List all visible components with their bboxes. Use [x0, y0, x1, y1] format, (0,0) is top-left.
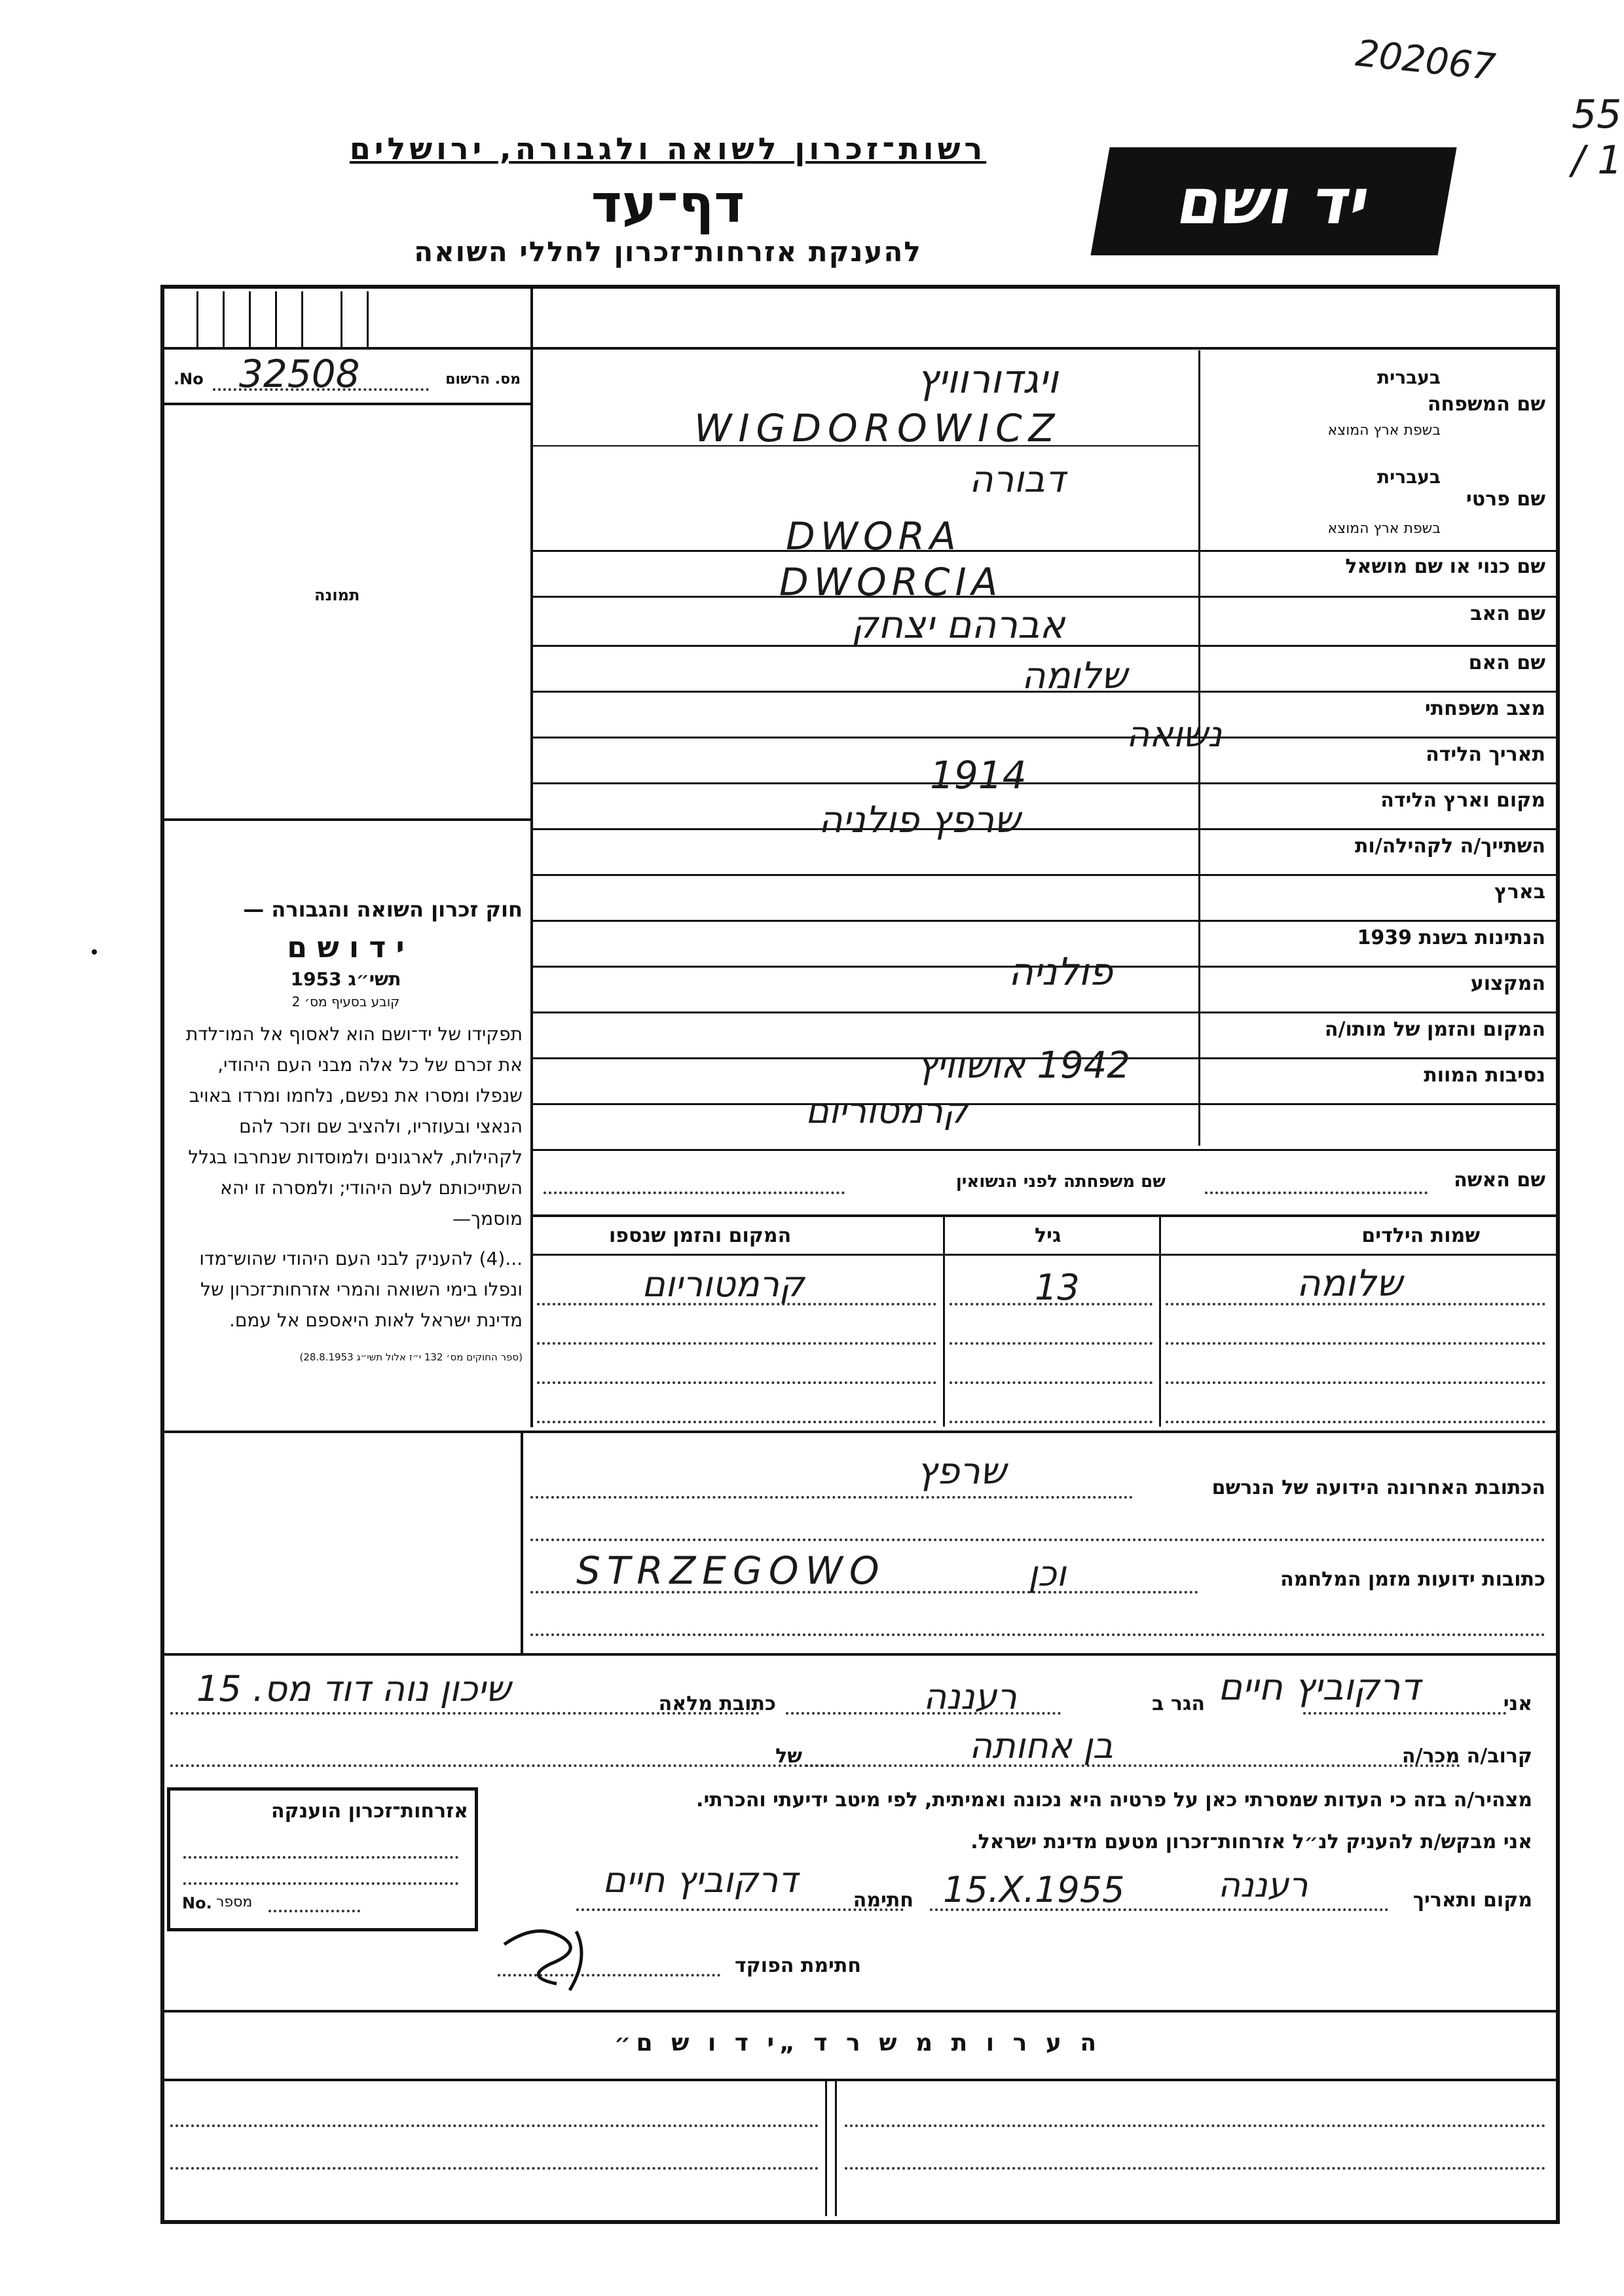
law-name: י ד ו ש ם	[287, 931, 405, 964]
value-relation: בן אחותה	[969, 1725, 1113, 1766]
archive-number: 202067	[1354, 32, 1498, 89]
label-birth-place: מקום וארץ הלידה	[1380, 789, 1545, 812]
value-birth-date: 1914	[930, 753, 1027, 797]
children-col-names: שמות הילדים	[1361, 1224, 1480, 1247]
law-clause4: ...(4) להעניק לבני העם היהודי שהוש־מדו ונפלו בימי השואה והמרי אזרחות־זכרון של מדינת ישראל לאות היאספם אל עמם.	[199, 1248, 523, 1331]
label-nickname: שם כנוי או שם מושאל	[1345, 555, 1545, 578]
law-clause: קובע בסעיף מס׳ 2	[291, 994, 400, 1010]
value-war-address: STRZEGOWO	[576, 1548, 886, 1593]
label-first-origin: בשפת ארץ המוצא	[1327, 520, 1441, 537]
label-last-address: הכתובת האחרונה הידועה של הנרשם	[1211, 1476, 1545, 1499]
child-age: 13	[1035, 1267, 1080, 1308]
value-death: 1942 אושוויץ	[917, 1044, 1130, 1087]
stray-dot	[92, 949, 97, 955]
value-city: רעננה	[923, 1676, 1017, 1717]
form-subtitle: להענקת אזרחות־זכרון לחללי השואה	[414, 236, 922, 268]
value-signature: דרקוביץ חיים	[602, 1859, 798, 1901]
value-last-address: שרפץ	[917, 1450, 1006, 1493]
citizenship-box-title: אזרחות־זכרון הוענקה	[270, 1800, 468, 1823]
label-community: השתייך/ה לקהילה/ות	[1354, 835, 1545, 858]
label-signature: חתימה	[853, 1889, 913, 1912]
law-heading: חוק זכרון השואה והגבורה —	[243, 897, 523, 922]
citizenship-box-no: No.	[182, 1894, 212, 1912]
value-first-hebrew: דבורה	[969, 458, 1065, 501]
children-col-place: המקום והזמן שנספו	[609, 1224, 792, 1247]
citizenship-granted-box	[167, 1787, 478, 1931]
office-notes-title: ה ע ר ו ת מ ש ר ד „י ד ו ש ם״	[614, 2030, 1102, 2056]
label-of: של	[775, 1745, 802, 1768]
label-relative: קרוב/ה מכר/ה	[1401, 1745, 1532, 1768]
declaration-request: אני מבקש/ת להעניק לנ״ל אזרחות־זכרון מטעם מדינת ישראל.	[970, 1831, 1532, 1853]
label-marital: מצב משפחתי	[1424, 697, 1545, 720]
label-first-hebrew: בעברית	[1376, 466, 1441, 488]
label-death-circ: נסיבות המוות	[1424, 1064, 1545, 1087]
value-death-circ: קרמטוריום	[805, 1090, 969, 1131]
officer-signature-mark	[498, 1918, 616, 1997]
law-body: תפקידו של יד־ושם הוא לאסוף אל המו־לדת את זכרם של כל אלה מבני העם היהודי, שנפלו ומסרו את נפשם, נלחמו ומרדו באויב הנאצי ובעוזריו, ולהציב שם וזכר להם לקהילות, לארגונים ולמוסדות שנחרבו בגלל השתייכותם לעם היהודי; ולמסרה זו יהא מוסמך—	[185, 1023, 523, 1230]
law-year: תשי״ג 1953	[290, 968, 401, 990]
law-citation: (ספר החוקים מס׳ 132 י״ז אלול תשי״ג 28.8.1953)	[299, 1351, 523, 1363]
authority-title: רשות־זכרון לשואה ולגבורה, ירושלים	[349, 131, 987, 166]
value-war-extra: וכן	[1028, 1553, 1066, 1594]
citizenship-box-number-label: מספר	[216, 1894, 253, 1910]
label-first-name: שם פרטי	[1466, 488, 1545, 511]
label-mother: שם האם	[1468, 651, 1545, 674]
child-name: שלומה	[1297, 1262, 1403, 1305]
value-marital: נשואה	[1126, 714, 1222, 755]
label-place-date: מקום ותאריך	[1412, 1889, 1532, 1912]
registration-row	[167, 352, 527, 396]
label-spouse-maiden: שם משפחתה לפני הנשואין	[955, 1172, 1166, 1192]
child-place: קרמטוריום	[642, 1264, 805, 1305]
value-family-latin: WIGDOROWICZ	[694, 406, 1061, 450]
registration-number: 32508	[239, 352, 360, 396]
law-text	[169, 897, 523, 1363]
value-first-latin: DWORA	[786, 514, 961, 558]
label-birth-date: תאריך הלידה	[1426, 743, 1545, 766]
label-citizenship: הנתינות בשנת 1939	[1357, 926, 1545, 949]
value-declarant: דרקוביץ חיים	[1218, 1666, 1420, 1709]
label-full-address: כתובת מלאה	[658, 1692, 776, 1715]
declaration-statement: מצהיר/ה בזה כי העדות שמסרתי כאן על פרטיה היא נכונה ואמיתית, לפי מיטב ידיעתי והכרתי.	[696, 1789, 1532, 1812]
value-birth-place: שרפץ פולניה	[819, 799, 1020, 841]
label-resides: הגר ב	[1152, 1692, 1205, 1715]
yad-vashem-logo: יד ושם	[1090, 147, 1456, 255]
label-death: המקום והזמן של מותו/ה	[1324, 1018, 1545, 1041]
label-family-name: שם המשפחה	[1427, 393, 1545, 416]
label-family-hebrew: בעברית	[1376, 367, 1441, 388]
registration-label: מס. הרשום	[445, 371, 521, 388]
label-officer-signature: חתימת הפוקד	[735, 1954, 861, 1977]
value-nickname: DWORCIA	[779, 560, 1003, 604]
label-spouse: שם האשה	[1454, 1169, 1545, 1192]
label-war-address: כתובות ידועות מזמן המלחמה	[1280, 1568, 1545, 1591]
value-full-address: שיכון נוה דוד מס. 15	[196, 1668, 511, 1709]
value-citizenship: פולניה	[1008, 949, 1113, 994]
value-place: רעננה	[1218, 1866, 1308, 1905]
form-title: דף־עד	[591, 173, 745, 234]
label-family-origin: בשפת ארץ המוצא	[1327, 422, 1441, 439]
label-father: שם האב	[1470, 602, 1545, 625]
value-date: 15.X.1955	[943, 1869, 1125, 1910]
label-country: בארץ	[1494, 881, 1545, 903]
label-profession: המקצוע	[1470, 972, 1545, 995]
value-father: אברהם יצחק	[851, 602, 1065, 647]
corner-mark: 55 / 1	[1572, 92, 1623, 183]
registration-no-label: No.	[174, 370, 204, 388]
photo-label: תמונה	[314, 586, 360, 604]
children-col-age: גיל	[1035, 1224, 1061, 1247]
value-mother: שלומה	[1022, 655, 1128, 697]
label-i: אני	[1503, 1692, 1532, 1715]
value-family-hebrew: ויגדורוויץ	[917, 357, 1058, 403]
